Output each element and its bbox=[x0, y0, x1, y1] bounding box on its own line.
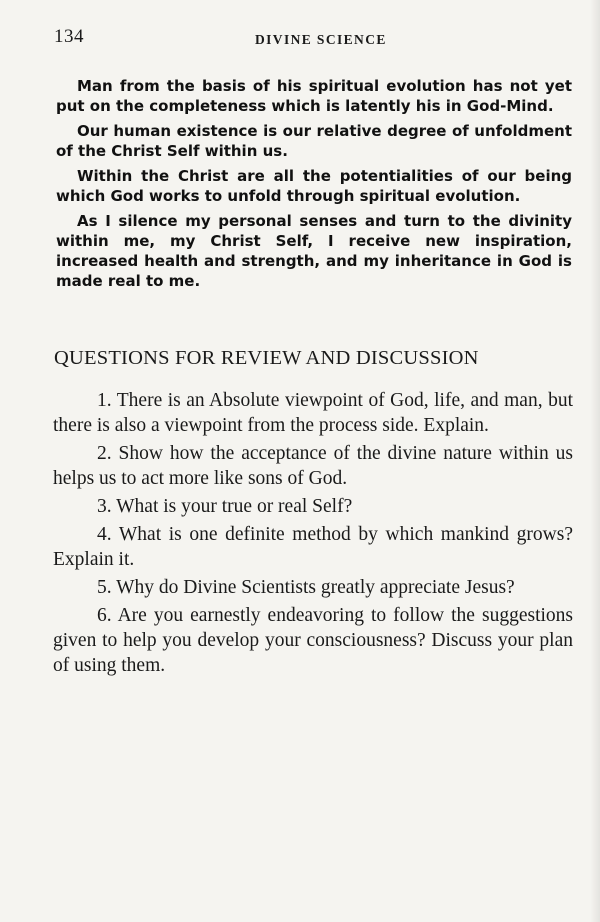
question-item: 3. What is your true or real Self? bbox=[97, 496, 353, 517]
question-item: 6. Are you earnestly endeavoring to follow the suggestions given to help you develop your consciousness? Discuss your plan of using them. bbox=[53, 605, 573, 676]
page-edge-shadow bbox=[590, 0, 600, 922]
running-head: DIVINE SCIENCE bbox=[255, 32, 387, 47]
page-number: 134 bbox=[54, 26, 84, 47]
question-item: 1. There is an Absolute viewpoint of God, life, and man, but there is also a viewpoint from the process side. Explain. bbox=[53, 390, 573, 436]
affirmation-paragraph: Our human existence is our relative degree of unfoldment of the Christ Self within us. bbox=[56, 122, 572, 160]
question-item: 5. Why do Divine Scientists greatly appreciate Jesus? bbox=[97, 577, 515, 598]
question-item: 2. Show how the acceptance of the divine nature within us helps us to act more like sons of God. bbox=[53, 443, 573, 489]
affirmations-block bbox=[56, 76, 572, 296]
section-heading: QUESTIONS FOR REVIEW AND DISCUSSION bbox=[54, 347, 479, 369]
affirmation-paragraph: Within the Christ are all the potentialities of our being which God works to unfold through spiritual evolution. bbox=[56, 167, 572, 205]
affirmation-paragraph: As I silence my personal senses and turn to the divinity within me, my Christ Self, I receive new inspiration, increased health and strength, and my inheritance in God is made real to me. bbox=[56, 212, 572, 290]
question-item: 4. What is one definite method by which mankind grows? Explain it. bbox=[53, 524, 573, 570]
questions-list bbox=[53, 388, 573, 681]
affirmation-paragraph: Man from the basis of his spiritual evolution has not yet put on the completeness which is latently his in God-Mind. bbox=[56, 77, 572, 115]
